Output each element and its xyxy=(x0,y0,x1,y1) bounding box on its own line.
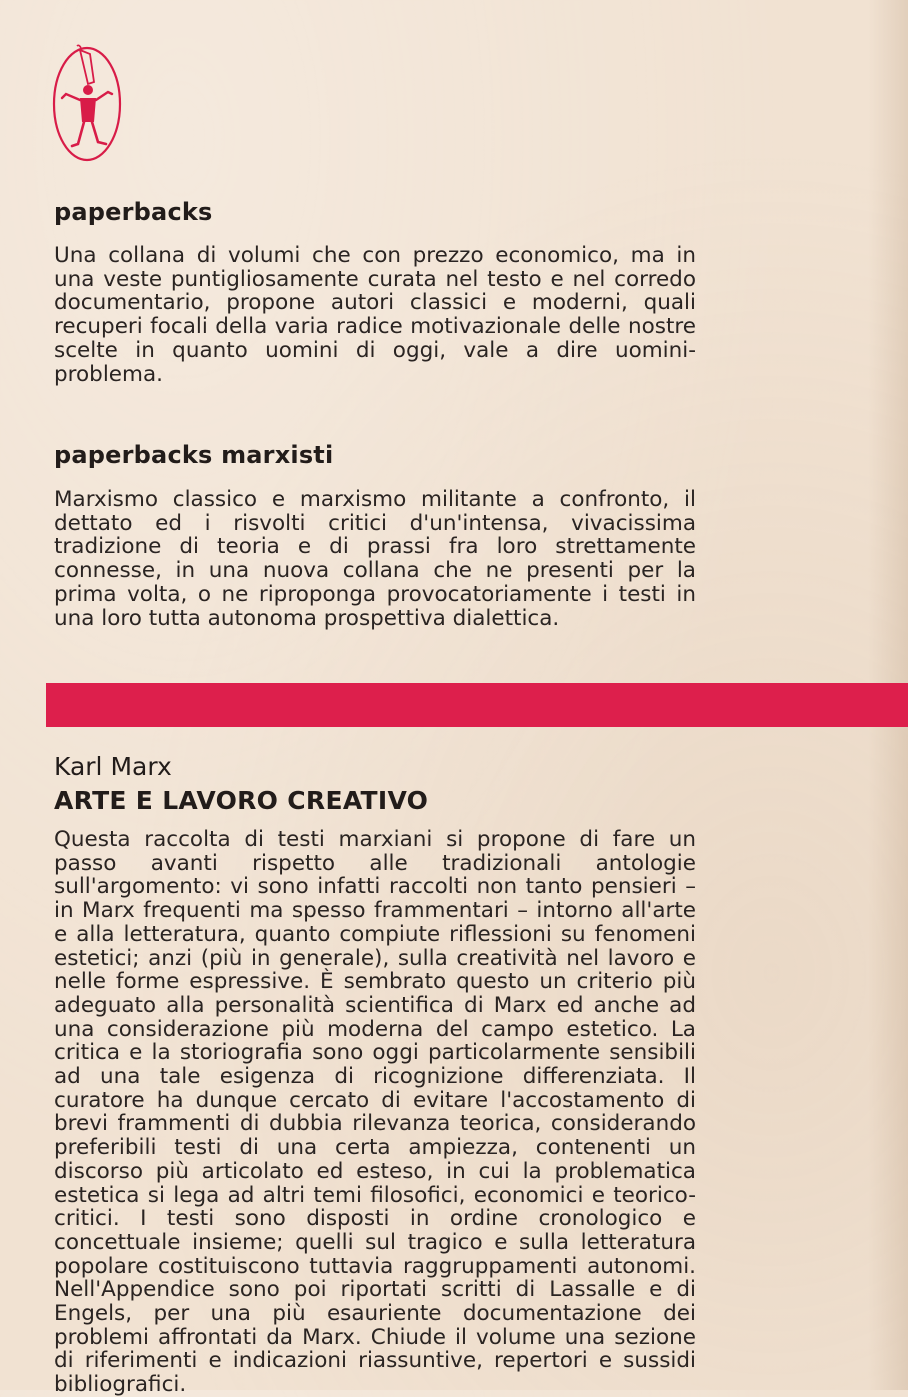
red-divider-band xyxy=(46,683,908,727)
series-description-paperbacks-marxisti: Marxismo classico e marxismo militante a confronto, il dettato ed i risvolti critici d'un'intensa, vivacissima tradizione di teoria e di prassi fra loro strettamente connesse, in una nuova collana che ne presenti per la prima volta, o ne riproponga provocatoriamente i testi in una loro tutta autonoma prospettiva dialettica. xyxy=(54,487,696,631)
book-title: ARTE E LAVORO CREATIVO xyxy=(54,786,429,815)
series-heading-paperbacks: paperbacks xyxy=(54,198,213,226)
book-description: Questa raccolta di testi marxiani si propone di fare un passo avanti rispetto alle tradizionali antologie sull'argomento: vi sono infatti raccolti non tanto pensieri – in Marx frequenti ma spesso frammentari – intorno all'arte e alla letteratura, quanto compiute riflessioni su fenomeni estetici; anzi (più in generale), sulla creatività nel lavoro e nelle forme espressive. È sembrato questo un criterio più adeguato alla personalità scientifica di Marx ed anche ad una considerazione più moderna del campo estetico. La critica e la storiografia sono oggi particolarmente sensibili ad una tale esigenza di ricognizione differenziata. Il curatore ha dunque cercato di evitare l'accostamento di brevi frammenti di dubbia rilevanza teorica, considerando preferibili testi di una certa ampiezza, contenenti un discorso più articolato ed esteso, in cui la problematica estetica si lega ad altri temi filosofici, economici e teorico-critici. I testi sono disposti in ordine cronologico e concettuale insieme; quelli sul tragico e sulla letteratura popolare costituiscono tuttavia raggruppamenti autonomi. Nell'Appendice sono poi riportati scritti di Lassalle e di Engels, per una più esauriente documentazione dei problemi affrontati da Marx. Chiude il volume una sezione di riferimenti e indicazioni riassuntive, repertori e sussidi bibliografici. xyxy=(54,827,696,1397)
series-heading-paperbacks-marxisti: paperbacks marxisti xyxy=(54,441,334,469)
book-author: Karl Marx xyxy=(54,752,172,781)
jester-figure-icon xyxy=(50,40,124,164)
series-description-paperbacks: Una collana di volumi che con prezzo economico, ma in una veste puntigliosamente curata nel testo e nel corredo documentario, propone autori classici e moderni, quali recuperi focali della varia radice motivazionale delle nostre scelte in quanto uomini di oggi, vale a dire uomini-problema. xyxy=(54,243,696,387)
